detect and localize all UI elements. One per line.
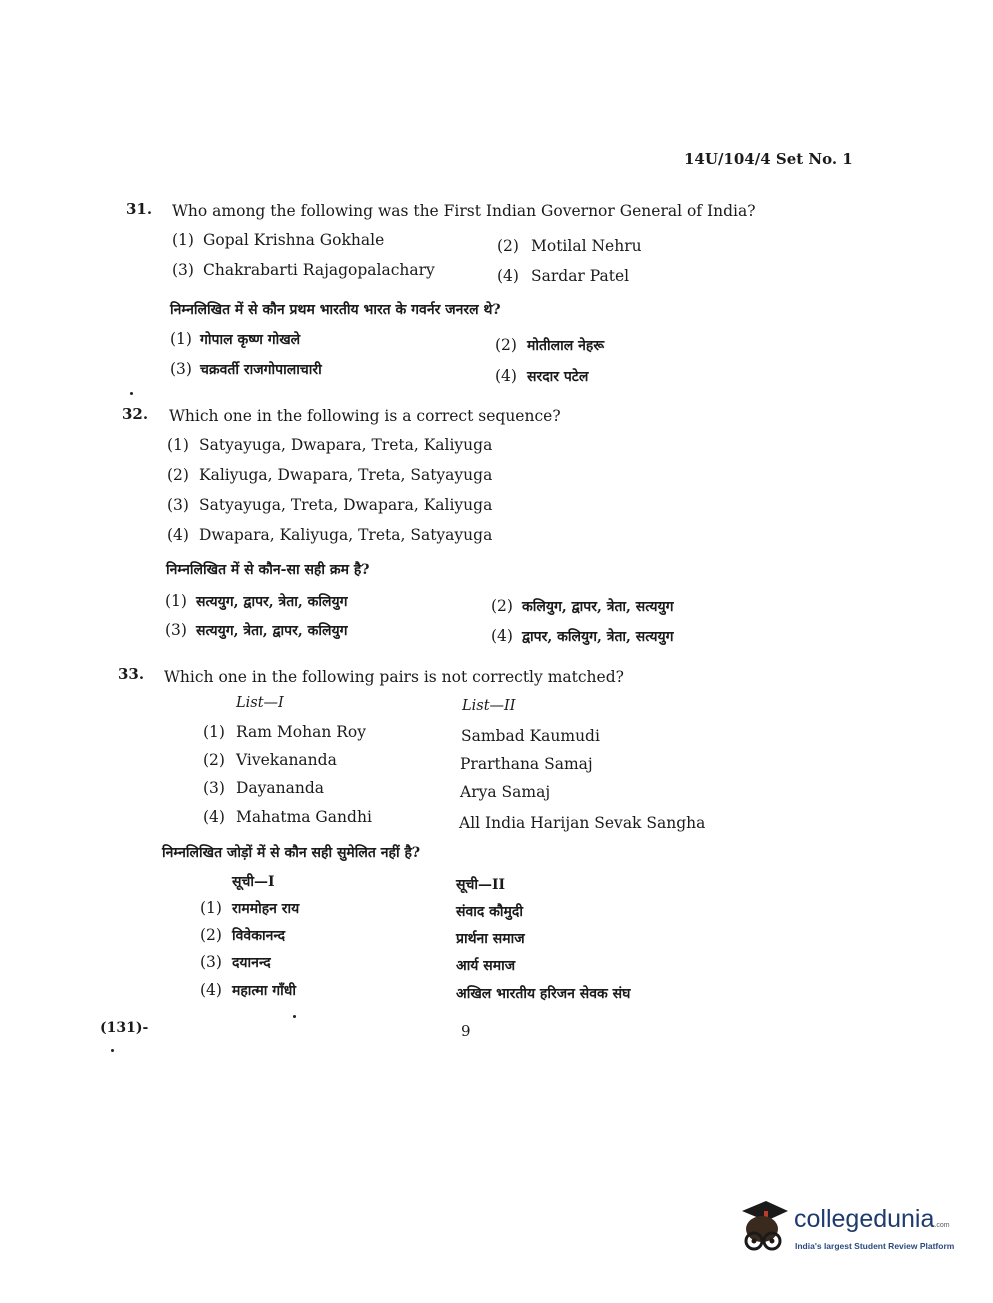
scan-speck xyxy=(130,392,133,395)
q33-row-1-right: Sambad Kaumudi xyxy=(461,727,600,745)
q32-option-3-number: (3) xyxy=(167,496,189,514)
logo-tagline: India's largest Student Review Platform xyxy=(795,1241,955,1251)
q32-hindi-option-1-number: (1) xyxy=(165,592,187,610)
list-1-heading: List—I xyxy=(236,695,284,711)
q33-hindi-row-3-number: (3) xyxy=(200,953,222,971)
q32-option-4-number: (4) xyxy=(167,526,189,544)
footer-code: (131)- xyxy=(100,1020,149,1036)
q32-option-3: Satyayuga, Treta, Dwapara, Kaliyuga xyxy=(199,496,493,514)
question-32-text: Which one in the following is a correct sequence? xyxy=(169,407,561,425)
q32-hindi-option-2-number: (2) xyxy=(491,597,513,615)
q33-hindi-row-1-number: (1) xyxy=(200,899,222,917)
q33-row-4-right: All India Harijan Sevak Sangha xyxy=(459,814,706,832)
q33-row-2-right: Prarthana Samaj xyxy=(460,755,593,773)
q32-hindi-option-1: सत्ययुग, द्वापर, त्रेता, कलियुग xyxy=(196,594,348,610)
q33-hindi-row-1-left: राममोहन राय xyxy=(232,901,300,917)
q31-option-2-number: (2) xyxy=(497,237,519,255)
question-31-text: Who among the following was the First Indian Governor General of India? xyxy=(172,202,756,220)
q31-hindi-option-4: सरदार पटेल xyxy=(527,369,589,385)
q31-hindi-option-3-number: (3) xyxy=(170,360,192,378)
q32-option-2: Kaliyuga, Dwapara, Treta, Satyayuga xyxy=(199,466,493,484)
q31-option-3-number: (3) xyxy=(172,261,194,279)
q31-option-2: Motilal Nehru xyxy=(531,237,642,255)
question-31-hindi-text: निम्नलिखित में से कौन प्रथम भारतीय भारत के गवर्नर जनरल थे? xyxy=(170,302,501,318)
q31-hindi-option-3: चक्रवर्ती राजगोपालाचारी xyxy=(200,362,322,378)
q32-hindi-option-2: कलियुग, द्वापर, त्रेता, सत्ययुग xyxy=(522,599,674,615)
question-31-number: 31. xyxy=(126,200,153,218)
scan-speck xyxy=(111,1049,114,1052)
paper-code: 14U/104/4 Set No. 1 xyxy=(684,150,853,168)
q33-row-4-left: Mahatma Gandhi xyxy=(236,808,372,826)
q31-hindi-option-2-number: (2) xyxy=(495,336,517,354)
q32-option-1: Satyayuga, Dwapara, Treta, Kaliyuga xyxy=(199,436,493,454)
question-32-number: 32. xyxy=(122,405,149,423)
q32-hindi-option-3-number: (3) xyxy=(165,621,187,639)
q31-option-3: Chakrabarti Rajagopalachary xyxy=(203,261,435,279)
q33-hindi-row-2-right: प्रार्थना समाज xyxy=(456,931,525,947)
mascot-icon xyxy=(736,1197,792,1259)
q33-row-3-number: (3) xyxy=(203,779,225,797)
q31-hindi-option-2: मोतीलाल नेहरू xyxy=(527,338,605,354)
q32-hindi-option-4: द्वापर, कलियुग, त्रेता, सत्ययुग xyxy=(522,629,674,645)
page-number: 9 xyxy=(461,1022,471,1040)
q33-hindi-row-4-right: अखिल भारतीय हरिजन सेवक संघ xyxy=(456,986,631,1002)
q31-option-4: Sardar Patel xyxy=(531,267,630,285)
q33-hindi-row-3-right: आर्य समाज xyxy=(456,958,516,974)
q33-hindi-row-2-number: (2) xyxy=(200,926,222,944)
q31-option-4-number: (4) xyxy=(497,267,519,285)
scan-speck xyxy=(293,1015,296,1018)
q33-hindi-row-4-left: महात्मा गाँधी xyxy=(232,983,296,999)
q31-hindi-option-1-number: (1) xyxy=(170,330,192,348)
q32-hindi-option-4-number: (4) xyxy=(491,627,513,645)
logo-suffix: .com xyxy=(934,1222,950,1229)
collegedunia-logo xyxy=(736,1197,958,1259)
hindi-list-2-heading: सूची—II xyxy=(456,877,506,893)
q33-row-1-left: Ram Mohan Roy xyxy=(236,723,366,741)
logo-wordmark xyxy=(794,1205,950,1234)
q33-row-2-number: (2) xyxy=(203,751,225,769)
q33-row-3-right: Arya Samaj xyxy=(460,783,551,801)
question-32-hindi-text: निम्नलिखित में से कौन-सा सही क्रम है? xyxy=(166,562,370,578)
logo-name: collegedunia xyxy=(794,1205,935,1233)
question-33-number: 33. xyxy=(118,665,145,683)
q33-hindi-row-2-left: विवेकानन्द xyxy=(232,928,286,944)
q32-option-1-number: (1) xyxy=(167,436,189,454)
hindi-list-1-heading: सूची—I xyxy=(232,874,275,890)
q33-row-3-left: Dayananda xyxy=(236,779,325,797)
q31-hindi-option-1: गोपाल कृष्ण गोखले xyxy=(200,332,301,348)
question-33-text: Which one in the following pairs is not correctly matched? xyxy=(164,668,624,686)
q32-hindi-option-3: सत्ययुग, त्रेता, द्वापर, कलियुग xyxy=(196,623,348,639)
q33-hindi-row-3-left: दयानन्द xyxy=(232,955,271,971)
q31-option-1: Gopal Krishna Gokhale xyxy=(203,231,385,249)
q33-row-1-number: (1) xyxy=(203,723,225,741)
q32-option-2-number: (2) xyxy=(167,466,189,484)
list-2-heading: List—II xyxy=(462,698,516,714)
q31-option-1-number: (1) xyxy=(172,231,194,249)
q33-row-4-number: (4) xyxy=(203,808,225,826)
q33-row-2-left: Vivekananda xyxy=(236,751,337,769)
q31-hindi-option-4-number: (4) xyxy=(495,367,517,385)
q32-option-4: Dwapara, Kaliyuga, Treta, Satyayuga xyxy=(199,526,493,544)
question-33-hindi-text: निम्नलिखित जोड़ों में से कौन सही सुमेलित नहीं है? xyxy=(162,845,421,861)
q33-hindi-row-1-right: संवाद कौमुदी xyxy=(456,904,523,920)
q33-hindi-row-4-number: (4) xyxy=(200,981,222,999)
